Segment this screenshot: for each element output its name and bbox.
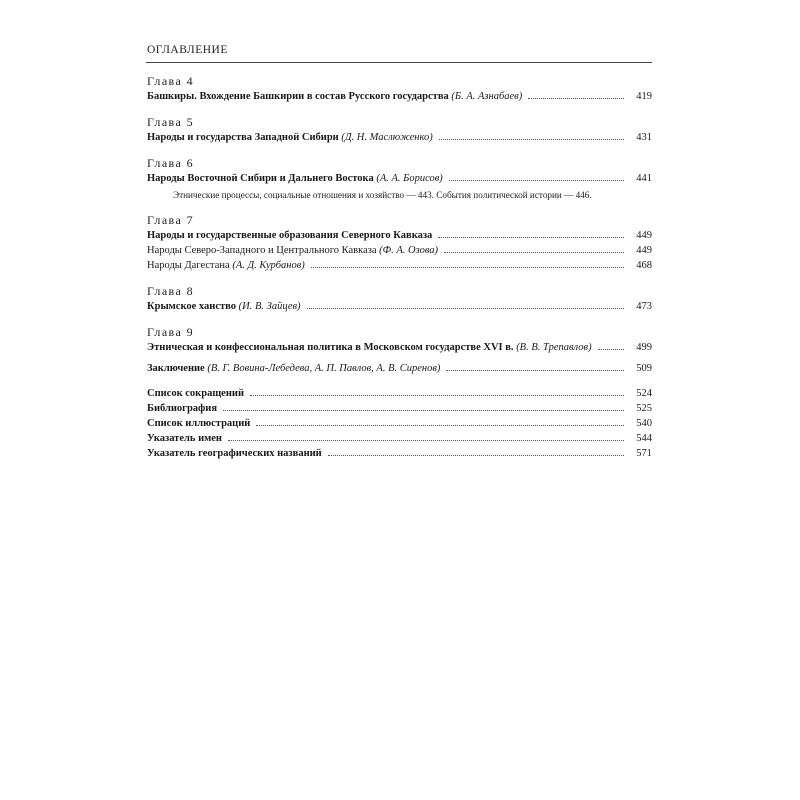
toc-entry-illustrations[interactable]	[147, 416, 652, 431]
toc-entry-bibliography[interactable]	[147, 401, 652, 416]
toc-entry[interactable]	[147, 340, 652, 355]
page-number: 449	[636, 230, 652, 241]
chapter-title: Глава 5	[147, 115, 194, 129]
chapter-title: Глава 9	[147, 325, 194, 339]
chapter-7	[147, 212, 652, 273]
dot-leader	[307, 308, 624, 309]
page-number: 524	[636, 388, 652, 399]
entry-title: Народы Северо-Западного и Центрального Кавказа	[147, 245, 377, 256]
dot-leader	[449, 180, 624, 181]
toc-entry[interactable]	[147, 130, 652, 145]
entry-author: (И. В. Зайцев)	[238, 301, 301, 312]
page-number: 431	[636, 132, 652, 143]
entry-title: Список иллюстраций	[147, 418, 251, 429]
entry-title: Указатель имен	[147, 433, 222, 444]
page-number: 419	[636, 91, 652, 102]
entry-title: Список сокращений	[147, 388, 244, 399]
toc-entry-name-index[interactable]	[147, 431, 652, 446]
page-number: 449	[636, 245, 652, 256]
toc-entry[interactable]	[147, 89, 652, 104]
toc-entry[interactable]	[147, 299, 652, 314]
toc-entry[interactable]	[147, 171, 652, 186]
dot-leader	[228, 440, 624, 441]
entry-title: Народы Дагестана	[147, 260, 230, 271]
page-number: 509	[636, 363, 652, 374]
page-number: 473	[636, 301, 652, 312]
entry-title: Библиография	[147, 403, 218, 414]
dot-leader	[528, 98, 624, 99]
entry-title: Народы Восточной Сибири и Дальнего Востока	[147, 173, 374, 184]
running-head: ОГЛАВЛЕНИЕ	[147, 44, 228, 56]
chapter-8	[147, 283, 652, 314]
dot-leader	[439, 139, 624, 140]
entry-author: (Б. А. Азнабаев)	[451, 91, 523, 102]
entry-title: Народы и государства Западной Сибири	[147, 132, 339, 143]
section-note: Этнические процессы, социальные отношения и хозяйство — 443. События политической истории — 446.	[173, 190, 592, 200]
page-number: 544	[636, 433, 652, 444]
toc-entry[interactable]	[147, 243, 652, 258]
toc-entry[interactable]	[147, 258, 652, 273]
entry-title: Указатель географических названий	[147, 448, 322, 459]
back-matter	[147, 386, 652, 461]
dot-leader	[256, 425, 624, 426]
dot-leader	[446, 370, 624, 371]
dot-leader	[598, 349, 624, 350]
chapter-title: Глава 6	[147, 156, 194, 170]
toc-entry-geo-index[interactable]	[147, 446, 652, 461]
dot-leader	[438, 237, 624, 238]
entry-author: (А. Д. Курбанов)	[232, 260, 305, 271]
page-number: 468	[636, 260, 652, 271]
table-of-contents	[147, 73, 652, 461]
page-number: 525	[636, 403, 652, 414]
chapter-6	[147, 155, 652, 202]
dot-leader	[223, 410, 624, 411]
dot-leader	[250, 395, 624, 396]
dot-leader	[444, 252, 624, 253]
page-number: 499	[636, 342, 652, 353]
dot-leader	[311, 267, 624, 268]
entry-title: Народы и государственные образования Северного Кавказа	[147, 230, 433, 241]
header-rule	[146, 62, 652, 63]
entry-title: Крымское ханство	[147, 301, 236, 312]
chapter-4	[147, 73, 652, 104]
entry-title: Этническая и конфессиональная политика в Московском государстве XVI в.	[147, 342, 514, 353]
entry-author: (Ф. А. Озова)	[379, 245, 439, 256]
entry-author: (Д. Н. Маслюженко)	[341, 132, 433, 143]
chapter-title: Глава 7	[147, 213, 194, 227]
chapter-title: Глава 8	[147, 284, 194, 298]
page-number: 540	[636, 418, 652, 429]
entry-author: (В. В. Трепавлов)	[516, 342, 592, 353]
toc-entry-abbreviations[interactable]	[147, 386, 652, 401]
dot-leader	[328, 455, 624, 456]
page-number: 571	[636, 448, 652, 459]
chapter-9	[147, 324, 652, 376]
entry-author: (А. А. Борисов)	[376, 173, 443, 184]
chapter-title: Глава 4	[147, 74, 194, 88]
entry-author: (В. Г. Вовина-Лебедева, А. П. Павлов, А. В. Сиренов)	[207, 363, 441, 374]
entry-title: Заключение	[147, 363, 205, 374]
toc-entry[interactable]	[147, 228, 652, 243]
page-number: 441	[636, 173, 652, 184]
toc-entry-conclusion[interactable]	[147, 361, 652, 376]
chapter-5	[147, 114, 652, 145]
entry-title: Башкиры. Вхождение Башкирии в состав Русского государства	[147, 91, 449, 102]
